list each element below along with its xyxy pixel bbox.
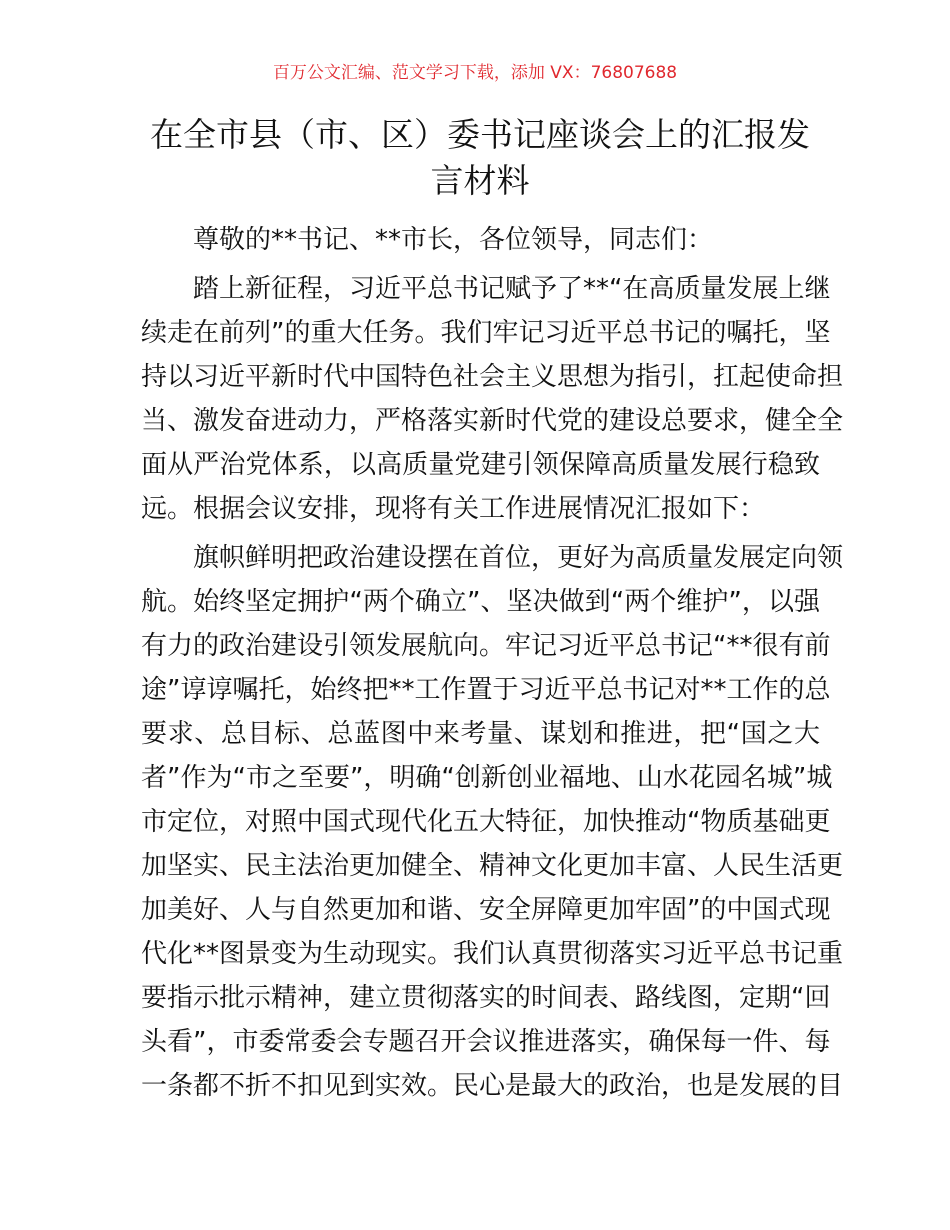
text-line: 有力的政治建设引领发展航向。牢记习近平总书记“**很有前 xyxy=(141,631,831,661)
text-line: 踏上新征程，习近平总书记赋予了**“在高质量发展上继 xyxy=(193,274,831,304)
text-line: 途”谆谆嘱托，始终把**工作置于习近平总书记对**工作的总 xyxy=(141,675,831,705)
text-line: 一条都不折不扣见到实效。民心是最大的政治，也是发展的目 xyxy=(141,1071,844,1101)
text-line: 当、激发奋进动力，严格落实新时代党的建设总要求，健全全 xyxy=(141,406,844,436)
text-line: 续走在前列”的重大任务。我们牢记习近平总书记的嘱托，坚 xyxy=(141,318,831,348)
text-line: 持以习近平新时代中国特色社会主义思想为指引，扛起使命担 xyxy=(141,362,844,392)
salutation-paragraph xyxy=(141,218,820,262)
paragraph-intro xyxy=(141,267,844,531)
text-line: 要求、总目标、总蓝图中来考量、谋划和推进，把“国之大 xyxy=(141,719,820,749)
text-line: 者”作为“市之至要”，明确“创新创业福地、山水花园名城”城 xyxy=(141,763,833,793)
paragraph-political-building xyxy=(141,536,844,1108)
text-line: 要指示批示精神，建立贯彻落实的时间表、路线图，定期“回 xyxy=(141,983,831,1013)
text-line: 面从严治党体系，以高质量党建引领保障高质量发展行稳致 xyxy=(141,450,820,480)
title-line: 言材料 xyxy=(430,161,530,200)
document-body xyxy=(141,218,844,1108)
text-line: 航。始终坚定拥护“两个确立”、坚决做到“两个维护”，以强 xyxy=(141,587,820,617)
text-line: 旗帜鲜明把政治建设摆在首位，更好为高质量发展定向领 xyxy=(193,543,844,573)
watermark-header: 百万公文汇编、范文学习下载，添加 VX：76807688 xyxy=(272,63,678,83)
text-line: 远。根据会议安排，现将有关工作进展情况汇报如下： xyxy=(141,494,766,524)
text-line: 加美好、人与自然更加和谐、安全屏障更加牢固”的中国式现 xyxy=(141,895,831,925)
text-line: 头看”，市委常委会专题召开会议推进落实，确保每一件、每 xyxy=(141,1027,831,1057)
text-line: 代化**图景变为生动现实。我们认真贯彻落实习近平总书记重 xyxy=(141,939,844,969)
salutation: 尊敬的**书记、**市长，各位领导，同志们： xyxy=(193,225,714,255)
document-title xyxy=(140,112,820,204)
title-line: 在全市县（市、区）委书记座谈会上的汇报发 xyxy=(150,115,810,154)
text-line: 市定位，对照中国式现代化五大特征，加快推动“物质基础更 xyxy=(141,807,831,837)
text-line: 加坚实、民主法治更加健全、精神文化更加丰富、人民生活更 xyxy=(141,851,844,881)
